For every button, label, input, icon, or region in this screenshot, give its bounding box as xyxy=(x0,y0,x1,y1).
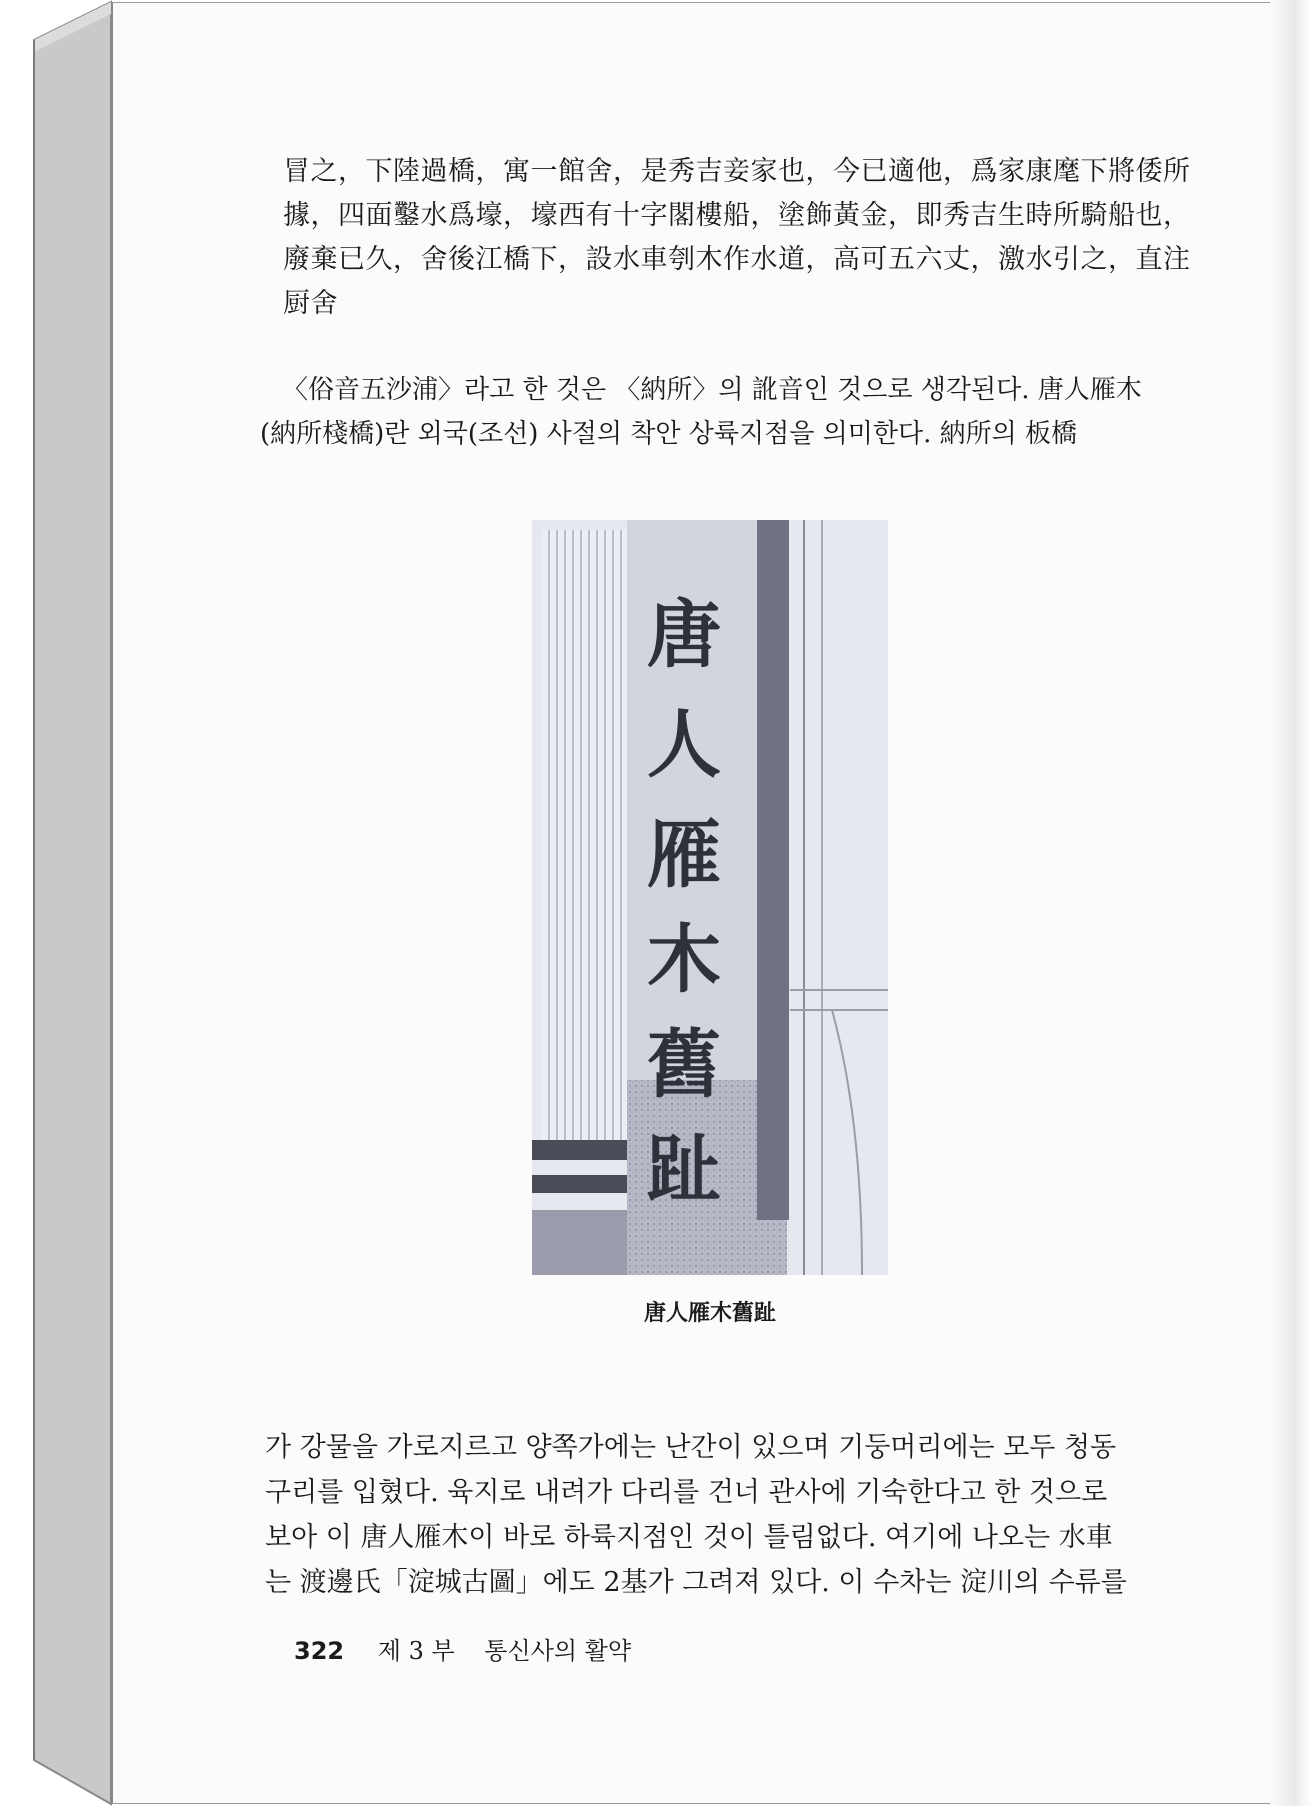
page-edge xyxy=(1270,0,1311,1806)
paragraph-line: 구리를 입혔다. 육지로 내려가 다리를 건너 관사에 기숙한다고 한 것으로 xyxy=(265,1477,1108,1508)
inscription-char: 舊 xyxy=(647,1022,721,1108)
body-paragraph-bottom xyxy=(265,1425,1210,1605)
inscription-char: 人 xyxy=(647,702,721,788)
paragraph-line: 는 渡邊氏「淀城古圖」에도 2基가 그려져 있다. 이 수차는 淀川의 수류를 xyxy=(265,1567,1127,1598)
running-title: 통신사의 활약 xyxy=(484,1637,632,1665)
quote-line: 厨舍 xyxy=(283,288,338,319)
paragraph-line: (納所棧橋)란 외국(조선) 사절의 착안 상륙지점을 의미한다. 納所의 板橋 xyxy=(260,419,1078,449)
classical-chinese-quote xyxy=(283,150,1203,326)
part-label: 제 3 부 xyxy=(377,1637,455,1665)
paragraph-line: 〈俗音五沙浦〉라고 한 것은 〈納所〉의 訛音인 것으로 생각된다. 唐人雁木 xyxy=(282,375,1142,405)
page-number: 322 xyxy=(294,1637,345,1665)
inscription-char: 趾 xyxy=(647,1127,721,1213)
quote-line: 冒之，下陸過橋，寓一館舍，是秀吉妾家也，今已適他，爲家康麾下將倭所 xyxy=(283,156,1191,187)
body-paragraph-top xyxy=(260,368,1206,456)
page-footer xyxy=(294,1631,631,1666)
inscription-char: 雁 xyxy=(647,812,721,898)
quote-line: 據，四面鑿水爲壕，壕西有十字閣樓船，塗飾黃金，即秀吉生時所騎船也， xyxy=(283,200,1191,231)
paragraph-line: 가 강물을 가로지르고 양쪽가에는 난간이 있으며 기둥머리에는 모두 청동 xyxy=(265,1432,1117,1463)
inscription-char: 唐 xyxy=(647,592,721,678)
inscription-char: 木 xyxy=(647,917,721,1003)
stone-monument-photo xyxy=(532,520,888,1275)
figure-caption: 唐人雁木舊趾 xyxy=(643,1300,776,1326)
quote-line: 廢棄已久，舍後江橋下，設水車刳木作水道，高可五六丈，激水引之，直注 xyxy=(283,244,1191,275)
paragraph-line: 보아 이 唐人雁木이 바로 하륙지점인 것이 틀림없다. 여기에 나오는 水車 xyxy=(265,1522,1113,1553)
